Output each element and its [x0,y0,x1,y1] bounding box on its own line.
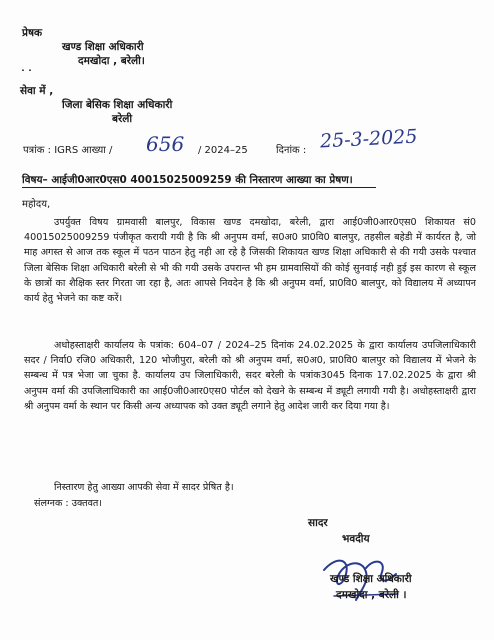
sender-address: दमखोदा , बरेली। [78,55,145,67]
body-paragraph-2: अधोहस्ताक्षरी कार्यालय के पत्रांक: 604–07 / 2024–25 दिनांक 24.02.2025 के द्वारा कार्यालय उपजिलाधिकारी सदर / निर्वा0 रजि0 अधिकारी, 120 भोजीपुरा, बरेली को श्री अनुपम वर्मा, स0अ0, प्रा0वि0 बालपुर को विद्यालय में भेजने के सम्बन्ध में पत्र भेजा जा चुका है. कार्यालय उप जिलाधिकारी, सदर बरेली के पत्रांक3045 दिनाक 17.02.2025 के द्वारा श्री अनुपम वर्मा की उपजिलाधिकारी का आई0जी0आर0एस0 पोर्टल को देखने के सम्बन्ध में ड्यूटी लगायी गयी है। अधोहस्ताक्षरी द्वारा श्री अनुपम वर्मा के स्थान पर किसी अन्य अध्यापक को उक्त ड्यूटी लगाने हेतु आदेश जारी कर दिया गया है। [24,340,476,412]
decorative-dots: ˙˙ [20,68,34,82]
subject-line: विषय– आईजी0आर0एस0 40015025009259 की निस्तारण आख्या का प्रेषण। [22,174,353,186]
recipient-city: बरेली [112,113,133,125]
closing-designation: खण्ड शिक्षा अधिकारी [330,573,412,585]
recipient-designation: जिला बेसिक शिक्षा अधिकारी [62,99,173,111]
body-paragraph-3: निस्तारण हेतु आख्या आपकी सेवा में सादर प्रेषित है। [54,482,234,493]
sender-designation: खण्ड शिक्षा अधिकारी [62,41,144,53]
enclosure: संलग्नक : उक्तवत। [34,498,103,509]
handwritten-date: 25-3-2025 [319,125,418,153]
reference-year: / 2024–25 [198,145,248,156]
sender-label: प्रेषक [22,27,43,39]
reference-number: 656 [146,132,185,156]
closing-sadar: सादर [308,517,328,529]
date-label: दिनांक : [276,145,307,156]
closing-bhavdiy: भवदीय [342,533,370,545]
salutation: महोदय, [22,199,51,210]
recipient-label: सेवा में , [20,85,54,97]
body-paragraph-1: उपर्युक्त विषय ग्रामवासी बालपुर, विकास खण्ड दमखोदा, बरेली, द्वारा आई0जी0आर0एस0 शिकायत सं0 40015025009259 पंजीकृत करायी गयी है कि श्री अनुपम वर्मा, स0अ0 प्रा0वि0 बालपुर, तहसील बहेडी में कार्यरत है, जो माह अगस्त से आज तक स्कूल में पठन पाठन हेतु नही आ रहे है जिसकी शिकायत खण्ड शिक्षा अधिकारी से की गयी उसके पश्चात जिला बेसिक शिक्षा अधिकारी बरेली से भी की गयी उसके उपरान्त भी हम ग्रामवासियों की कोई सुनवाई नही हुई इस कारण से स्कूल के छात्रों का शैक्षिक स्तर गिरता जा रहा है, अतः आपसे निवदेन है कि श्री अनुपम वर्मा, प्रा0वि0 बालपुर, को विद्यालय में अध्यापन कार्य हेतु भेजने का कष्ट करें। [24,217,476,305]
reference-label: पत्रांक : IGRS आख्या / [23,145,113,156]
subject-underline [22,187,376,188]
closing-address: दमखोदा , बरेली । [336,589,407,601]
